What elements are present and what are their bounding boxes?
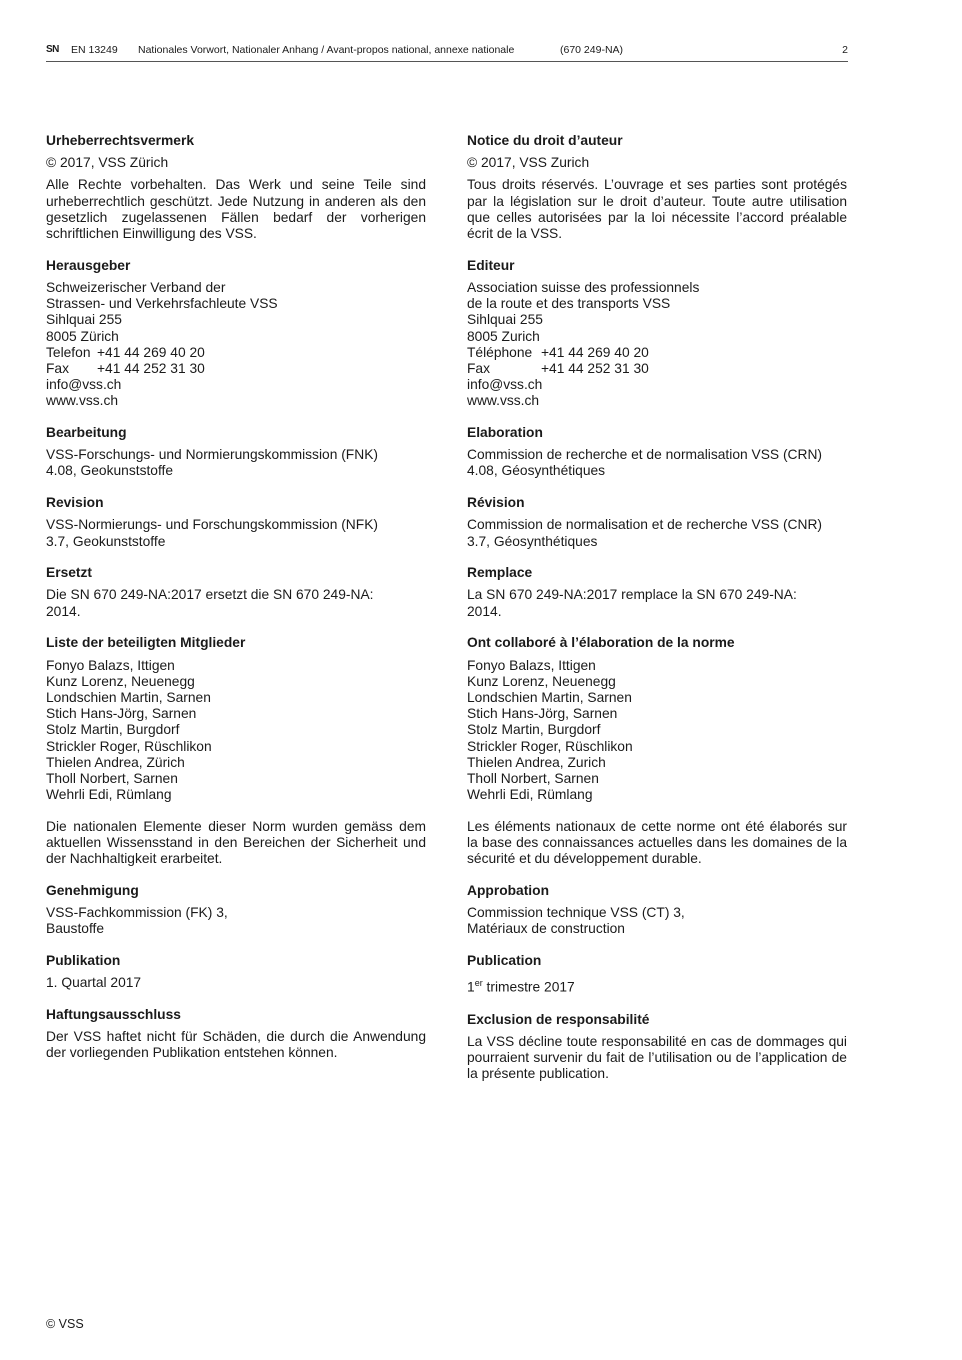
elaboration-line-2: 4.08, Geokunststoffe	[46, 463, 174, 479]
list-item: Tholl Norbert, Sarnen	[467, 771, 599, 786]
elaboration-line-1: VSS-Forschungs- und Normierungskommission (FNK)	[46, 447, 378, 463]
publisher-city: 8005 Zurich	[467, 328, 540, 344]
revision-line-1: Commission de normalisation et de recherche VSS (CNR)	[467, 517, 823, 533]
copyright-line: © 2017, VSS Zurich	[467, 155, 590, 171]
replaces-section	[46, 565, 426, 620]
elaboration-section	[467, 425, 847, 480]
members-section	[46, 635, 426, 803]
page-footer	[46, 1316, 84, 1332]
publisher-street: Sihlquai 255	[46, 312, 122, 328]
publisher-address	[46, 280, 426, 410]
publisher-fax	[46, 361, 426, 377]
elaboration-section	[46, 425, 426, 480]
section-heading: Exclusion de responsabilité	[467, 1011, 650, 1027]
replaces-section	[467, 565, 847, 620]
document-code: (670 249-NA)	[560, 44, 624, 56]
section-heading: Genehmigung	[46, 883, 139, 899]
replaces-line-1: La SN 670 249-NA:2017 remplace la SN 670 249-NA:	[467, 587, 797, 603]
ordinal-suffix: er	[474, 978, 483, 989]
fax-label: Fax	[467, 360, 490, 376]
section-heading: Editeur	[467, 257, 515, 273]
page-header	[46, 43, 848, 62]
list-item: Wehrli Edi, Rümlang	[467, 787, 593, 803]
publication-date: 1. Quartal 2017	[46, 975, 142, 991]
section-heading: Elaboration	[467, 425, 543, 441]
copyright-text: Alle Rechte vorbehalten. Das Werk und seine Teile sind urheberrechtlich geschützt. Jede Nutzung in anderen als den gesetzlich zugelassenen Fällen bedarf der vorherigen schriftlichen Einwilligung des VSS.	[46, 177, 426, 242]
section-heading: Herausgeber	[46, 257, 131, 273]
german-column	[46, 133, 426, 1077]
list-item: Londschien Martin, Sarnen	[467, 689, 632, 705]
list-item: Thielen Andrea, Zürich	[46, 754, 185, 770]
section-heading: Approbation	[467, 883, 549, 899]
list-item: Wehrli Edi, Rümlang	[46, 787, 172, 803]
members-list	[46, 658, 426, 804]
section-heading: Révision	[467, 495, 525, 511]
publisher-web: www.vss.ch	[46, 393, 119, 409]
publisher-fax	[467, 361, 847, 377]
phone-number: +41 44 269 40 20	[541, 344, 649, 360]
revision-line-2: 3.7, Géosynthétiques	[467, 533, 598, 549]
publication-date	[467, 975, 847, 996]
publisher-phone	[46, 345, 426, 361]
approval-line-2: Baustoffe	[46, 921, 105, 937]
copyright-line: © 2017, VSS Zürich	[46, 155, 169, 171]
revision-line-1: VSS-Normierungs- und Forschungskommission (NFK)	[46, 517, 378, 533]
members-section	[467, 635, 847, 803]
disclaimer-section	[467, 1012, 847, 1083]
phone-label: Telefon	[46, 344, 91, 360]
publisher-section	[46, 258, 426, 410]
phone-label: Téléphone	[467, 344, 533, 360]
list-item: Thielen Andrea, Zurich	[467, 754, 606, 770]
approval-line-2: Matériaux de construction	[467, 921, 625, 937]
list-item: Stolz Martin, Burgdorf	[46, 722, 180, 738]
approval-line-1: Commission technique VSS (CT) 3,	[467, 905, 685, 921]
members-note: Les éléments nationaux de cette norme ont été élaborés sur la base des connaissances actuelles dans les domaines de la sécurité et du développement durable.	[467, 818, 847, 867]
publisher-city: 8005 Zürich	[46, 328, 119, 344]
disclaimer-section	[46, 1007, 426, 1062]
replaces-line-2: 2014.	[467, 603, 502, 619]
publisher-section	[467, 258, 847, 410]
list-item: Stich Hans-Jörg, Sarnen	[467, 706, 618, 722]
list-item: Kunz Lorenz, Neuenegg	[467, 673, 616, 689]
approval-section	[46, 883, 426, 938]
publisher-name-2: de la route et des transports VSS	[467, 296, 671, 312]
section-heading: Haftungsausschluss	[46, 1007, 181, 1023]
list-item: Strickler Roger, Rüschlikon	[467, 738, 633, 754]
fax-number: +41 44 252 31 30	[97, 360, 205, 376]
section-heading: Bearbeitung	[46, 425, 127, 441]
page-number: 2	[842, 44, 848, 56]
list-item: Stich Hans-Jörg, Sarnen	[46, 706, 197, 722]
section-heading: Revision	[46, 495, 104, 511]
members-note-section	[46, 819, 426, 868]
disclaimer-text: La VSS décline toute responsabilité en cas de dommages qui pourraient survenir du fait de l’utilisation ou de l’application de la présente publication.	[467, 1033, 847, 1082]
section-heading: Ont collaboré à l’élaboration de la norme	[467, 635, 735, 651]
members-list	[467, 658, 847, 804]
revision-section	[46, 495, 426, 550]
list-item: Kunz Lorenz, Neuenegg	[46, 673, 195, 689]
list-item: Londschien Martin, Sarnen	[46, 689, 211, 705]
replaces-line-2: 2014.	[46, 603, 81, 619]
publisher-street: Sihlquai 255	[467, 312, 543, 328]
list-item: Stolz Martin, Burgdorf	[467, 722, 601, 738]
publisher-email: info@vss.ch	[46, 377, 122, 393]
ordinal: 1	[467, 979, 475, 995]
publication-section	[46, 953, 426, 991]
document-title: Nationales Vorwort, Nationaler Anhang / Avant-propos national, annexe nationale	[138, 44, 515, 56]
section-heading: Notice du droit d’auteur	[467, 133, 623, 148]
list-item: Strickler Roger, Rüschlikon	[46, 738, 212, 754]
revision-section	[467, 495, 847, 550]
list-item: Tholl Norbert, Sarnen	[46, 771, 178, 786]
french-column	[467, 133, 847, 1098]
publication-section	[467, 953, 847, 996]
elaboration-line-2: 4.08, Géosynthétiques	[467, 463, 606, 479]
publisher-web: www.vss.ch	[467, 393, 540, 409]
fax-label: Fax	[46, 360, 69, 376]
section-heading: Publikation	[46, 953, 121, 969]
sn-logo: SN	[46, 44, 59, 55]
publisher-name-1: Schweizerischer Verband der	[46, 279, 226, 295]
copyright-section	[46, 133, 426, 242]
section-heading: Remplace	[467, 565, 533, 581]
section-heading: Ersetzt	[46, 565, 93, 581]
replaces-line-1: Die SN 670 249-NA:2017 ersetzt die SN 670 249-NA:	[46, 587, 374, 603]
publication-period: trimestre 2017	[482, 979, 575, 995]
fax-number: +41 44 252 31 30	[541, 360, 649, 376]
section-heading: Publication	[467, 953, 542, 969]
approval-line-1: VSS-Fachkommission (FK) 3,	[46, 905, 228, 921]
standard-number: EN 13249	[71, 44, 118, 56]
phone-number: +41 44 269 40 20	[97, 344, 205, 360]
members-note-section	[467, 819, 847, 868]
list-item: Fonyo Balazs, Ittigen	[467, 657, 596, 673]
publisher-phone	[467, 345, 847, 361]
list-item: Fonyo Balazs, Ittigen	[46, 657, 175, 673]
elaboration-line-1: Commission de recherche et de normalisation VSS (CRN)	[467, 447, 823, 463]
publisher-address	[467, 280, 847, 410]
section-heading: Liste der beteiligten Mitglieder	[46, 635, 246, 651]
section-heading: Urheberrechtsvermerk	[46, 133, 195, 148]
publisher-name-1: Association suisse des professionnels	[467, 279, 700, 295]
copyright-text: Tous droits réservés. L’ouvrage et ses parties sont protégés par la législation sur le droit d’auteur. Toute autre utilisation que celles autorisées par la loi nécessite l’accord préalable écrit de la VSS.	[467, 177, 847, 242]
publisher-name-2: Strassen- und Verkehrsfachleute VSS	[46, 296, 278, 312]
members-note: Die nationalen Elemente dieser Norm wurden gemäss dem aktuellen Wissensstand in den Bereichen der Sicherheit und der Nachhaltigkeit erarbeitet.	[46, 818, 426, 867]
copyright-section	[467, 133, 847, 242]
publisher-email: info@vss.ch	[467, 377, 543, 393]
revision-line-2: 3.7, Geokunststoffe	[46, 533, 166, 549]
footer-copyright: © VSS	[46, 1317, 84, 1331]
disclaimer-text: Der VSS haftet nicht für Schäden, die durch die Anwendung der vorliegenden Publikation entstehen können.	[46, 1029, 426, 1061]
approval-section	[467, 883, 847, 938]
